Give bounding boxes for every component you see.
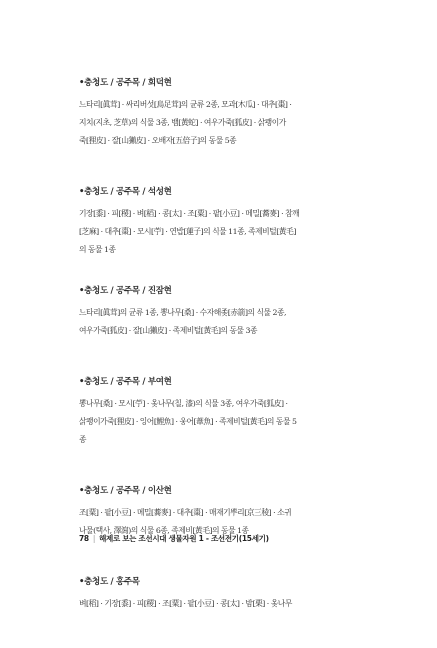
entry-text-line: 죽[狸皮] · 잘[山獺皮] · 오배자[五倍子]의 동물 5종	[79, 136, 237, 145]
entry-list	[79, 76, 389, 648]
page-number: 78	[79, 534, 89, 543]
entry-isan	[79, 484, 389, 540]
entry-text-line: 삵쾡이가죽[狸皮] · 잉어[鯉魚] · 웅어[葦魚] · 족제비털[黃毛]의 동물 5	[79, 417, 297, 426]
page-footer	[79, 533, 269, 544]
entry-text-line: 지치(지초, 芝草)의 식물 3종, 뱀[黃蛇] · 여우가죽[狐皮] · 삵쾡이가	[79, 118, 286, 127]
entry-text-line: 나물(택사, 澤瀉)의 식물 6종, 족제비[黃毛]의 동물 1종	[79, 526, 249, 535]
entry-heading: •충청도 / 공주목 / 석성현	[79, 187, 172, 197]
entry-hoedeok	[79, 76, 389, 150]
entry-text-line: 여우가죽[狐皮] · 잘[山獺皮] · 족제비털[黃毛]의 동물 3종	[79, 326, 258, 335]
book-title: 해제로 보는 조선시대 생물자원 1 - 조선전기(15세기)	[99, 534, 269, 543]
entry-buyeo	[79, 375, 389, 449]
entry-seokseong	[79, 185, 389, 259]
entry-text-line: 벼[稻] · 기장[黍] · 피[稷] · 조[粟] · 팥[小豆] · 콩[太] · 밤[栗] · 옻나무	[79, 599, 292, 608]
entry-jinjam	[79, 284, 389, 340]
entry-hongju	[79, 575, 389, 613]
entry-text-line: 느타리[眞茸] · 싸리버섯[鳥足茸]의 균류 2종, 모과[木瓜] · 대추[棗] ·	[79, 100, 292, 109]
entry-text-line: 뽕나무[桑] · 모시[苧] · 옻나무(칠, 漆)의 식물 3종, 여우가죽[狐皮] ·	[79, 399, 288, 408]
entry-text-line: 느타리[眞茸]의 균류 1종, 뽕나무[桑] · 수자해좇[赤箭]의 식물 2종,	[79, 308, 287, 317]
entry-text-line: 종	[79, 435, 87, 444]
footer-separator: |	[92, 534, 96, 543]
entry-heading: •충청도 / 공주목 / 부여현	[79, 377, 172, 387]
entry-heading: •충청도 / 공주목 / 이산현	[79, 486, 172, 496]
entry-heading: •충청도 / 공주목 / 진잠현	[79, 286, 172, 296]
entry-heading: •충청도 / 홍주목	[79, 577, 140, 587]
entry-text-line: 기장[黍] · 피[稷] · 벼[稻] · 콩[太] · 조[粟] · 팥[小豆] · 메밀[蕎麥] · 참깨	[79, 209, 300, 218]
entry-heading: •충청도 / 공주목 / 회덕현	[79, 78, 172, 88]
entry-text-line: 의 동물 1종	[79, 245, 116, 254]
entry-text-line: 조[粟] · 팥[小豆] · 메밀[蕎麥] · 대추[棗] · 매재기뿌리[京三稜] · 소귀	[79, 508, 292, 517]
entry-text-line: [芝麻] · 대추[棗] · 모시[苧] · 연밥[蓮子]의 식물 11종, 족제비털[黃毛]	[79, 227, 296, 236]
